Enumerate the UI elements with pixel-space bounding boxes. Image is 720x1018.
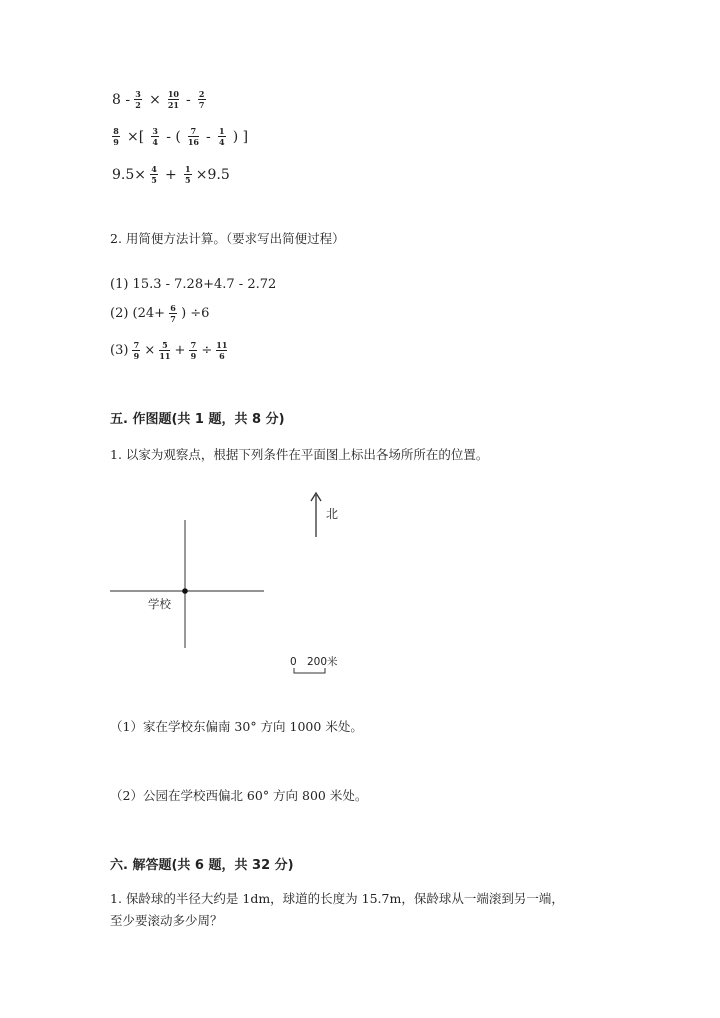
north-label: 北 [326, 507, 339, 521]
fraction [151, 127, 159, 147]
numerator: 8 [113, 126, 119, 136]
numerator: 3 [152, 126, 158, 136]
expr3-lead: 9.5× [112, 166, 146, 183]
fraction [169, 304, 177, 324]
denominator: 7 [170, 314, 176, 325]
fraction [134, 90, 142, 110]
section-6-question-1-line-2: 至少要滚动多少周？ [110, 913, 223, 928]
numerator: 7 [190, 126, 197, 136]
fraction [168, 90, 179, 110]
denominator: 2 [135, 100, 141, 111]
times-sign: × [144, 343, 156, 359]
expr3-tail: ×9.5 [195, 166, 230, 183]
school-point [182, 588, 188, 594]
numerator: 6 [170, 303, 176, 313]
section-5-question-1: 1. 以家为观察点，根据下列条件在平面图上标出各场所所在的位置。 [110, 447, 489, 462]
expression-3 [112, 165, 230, 185]
fraction [184, 165, 192, 185]
fraction [150, 165, 158, 185]
scale-zero: 0 [290, 656, 297, 668]
position-map [0, 480, 720, 690]
denominator: 21 [167, 100, 179, 111]
school-label: 学校 [148, 597, 171, 611]
expression-2 [112, 127, 251, 147]
numerator: 5 [162, 340, 168, 350]
section-6-question-1-line-1: 1. 保龄球的半径大约是 1dm，球道的长度为 15.7m，保龄球从一端滚到另一端， [110, 891, 564, 906]
numerator: 7 [190, 340, 197, 350]
scale-label: 200米 [307, 656, 338, 668]
fraction [132, 341, 140, 361]
numerator: 3 [135, 89, 141, 99]
times-sign: × [149, 91, 161, 108]
closing-brackets: ) ] [232, 128, 249, 145]
expr1-lead: 8 - [112, 91, 131, 108]
fraction [198, 90, 206, 110]
q2-item-3 [110, 341, 231, 361]
denominator: 9 [133, 351, 140, 362]
denominator: 9 [113, 137, 119, 148]
numerator: 1 [218, 126, 225, 136]
expression-1 [112, 90, 210, 110]
numerator: 10 [167, 89, 179, 99]
fraction [112, 127, 120, 147]
denominator: 7 [198, 100, 205, 111]
denominator: 9 [190, 351, 197, 362]
north-arrow [311, 493, 321, 537]
denominator: 4 [218, 137, 225, 148]
fraction [159, 341, 170, 361]
fraction [218, 127, 226, 147]
plus-sign: + [165, 166, 177, 183]
numerator: 7 [133, 340, 140, 350]
fraction [188, 127, 199, 147]
scale-bar [294, 668, 325, 673]
denominator: 4 [152, 137, 158, 148]
minus-paren: - ( [166, 128, 181, 145]
denominator: 11 [159, 351, 171, 362]
minus-sign: - [185, 91, 191, 108]
section-5-condition-1: （1）家在学校东偏南 30° 方向 1000 米处。 [110, 719, 363, 734]
numerator: 1 [184, 164, 191, 174]
minus-sign: - [206, 128, 211, 145]
denominator: 5 [184, 175, 191, 186]
section-5-heading: 五. 作图题(共 1 题，共 8 分) [110, 412, 285, 427]
q2-item-2 [110, 304, 209, 324]
divide-sign: ÷ [201, 343, 213, 359]
q2-title: 2. 用简便方法计算。（要求写出简便过程） [110, 231, 345, 246]
numerator: 11 [216, 340, 228, 350]
times-bracket: ×[ [127, 128, 145, 145]
fraction [216, 341, 227, 361]
numerator: 2 [198, 89, 205, 99]
denominator: 5 [151, 175, 157, 186]
q2-item-2-lead: (2) (24+ [110, 306, 166, 322]
fraction [189, 341, 197, 361]
denominator: 16 [187, 137, 199, 148]
section-6-heading: 六. 解答题(共 6 题，共 32 分) [110, 858, 294, 873]
denominator: 6 [219, 351, 225, 362]
section-5-condition-2: （2）公园在学校西偏北 60° 方向 800 米处。 [110, 788, 368, 803]
q2-item-3-lead: (3) [110, 343, 129, 359]
numerator: 4 [151, 164, 157, 174]
q2-item-2-tail: ) ÷6 [181, 306, 210, 322]
plus-sign: + [174, 343, 186, 359]
q2-item-1: (1) 15.3 - 7.28+4.7 - 2.72 [110, 277, 277, 292]
